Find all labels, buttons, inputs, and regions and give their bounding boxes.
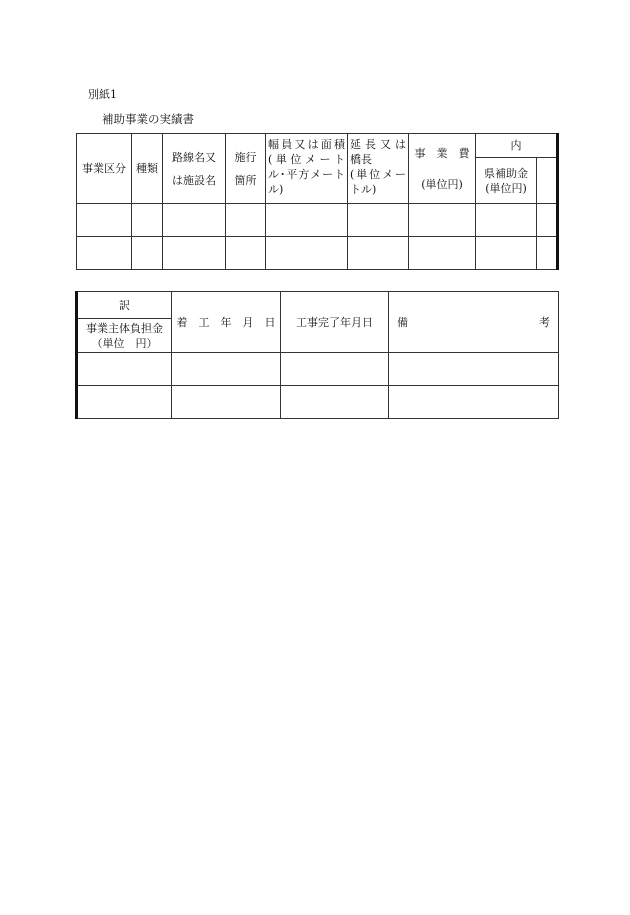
table-cell[interactable] bbox=[132, 237, 163, 270]
table-cell[interactable] bbox=[77, 237, 132, 270]
table-cell[interactable] bbox=[409, 204, 476, 237]
header-jigyohi bbox=[409, 134, 476, 204]
header-chakko: 着 工 年 月 日 bbox=[172, 292, 281, 353]
table-cell[interactable] bbox=[226, 204, 266, 237]
header-haba-line3: ル･平方メート bbox=[268, 168, 345, 181]
table-row bbox=[77, 353, 559, 386]
header-shutai-line1: 事業主体負担金 bbox=[86, 321, 163, 335]
table-cell[interactable] bbox=[409, 237, 476, 270]
header-encho-line4: トル) bbox=[350, 183, 377, 196]
header-biko bbox=[389, 292, 559, 353]
header-haba-line1: 幅員又は面積 bbox=[268, 138, 345, 151]
table-cell[interactable] bbox=[537, 237, 558, 270]
table-cell[interactable] bbox=[389, 386, 559, 419]
header-encho-line2: 橋長 bbox=[350, 153, 372, 166]
table-cell[interactable] bbox=[77, 204, 132, 237]
header-wake: 訳 bbox=[77, 292, 172, 319]
header-ken-hojokin bbox=[476, 158, 537, 204]
header-biko-right: 考 bbox=[539, 315, 550, 329]
header-ken-line2: (単位円) bbox=[485, 181, 527, 195]
table-cell[interactable] bbox=[537, 204, 558, 237]
table-cell[interactable] bbox=[132, 204, 163, 237]
table-row bbox=[77, 204, 558, 237]
annex-label: 別紙1 bbox=[88, 88, 117, 101]
table-cell[interactable] bbox=[77, 353, 172, 386]
header-seko-line1: 施行 bbox=[234, 150, 257, 164]
header-ken-line1: 県補助金 bbox=[484, 166, 528, 180]
header-jigyo-kubun: 事業区分 bbox=[77, 134, 132, 204]
header-jigyohi-line2: (単位円) bbox=[421, 177, 463, 191]
table-cell[interactable] bbox=[172, 353, 281, 386]
header-seko-line2: 箇所 bbox=[234, 173, 257, 187]
header-blank-cell bbox=[537, 158, 558, 204]
table-row bbox=[77, 237, 558, 270]
header-jigyohi-line1: 事 業 費 bbox=[414, 146, 470, 160]
results-table-lower bbox=[75, 291, 559, 419]
header-rosen-line2: は施設名 bbox=[172, 173, 216, 187]
table-cell[interactable] bbox=[266, 237, 348, 270]
table-cell[interactable] bbox=[163, 237, 226, 270]
table-cell[interactable] bbox=[348, 204, 409, 237]
header-rosen-line1: 路線名又 bbox=[172, 150, 216, 164]
header-rosen bbox=[163, 134, 226, 204]
table-cell[interactable] bbox=[281, 386, 389, 419]
header-haba bbox=[266, 134, 348, 204]
table-cell[interactable] bbox=[348, 237, 409, 270]
header-haba-line4: ル) bbox=[268, 183, 284, 196]
header-encho-line1: 延長又は bbox=[350, 138, 406, 151]
header-shutai-line2: （単位 円） bbox=[91, 336, 158, 350]
table-cell[interactable] bbox=[476, 237, 537, 270]
table-cell[interactable] bbox=[77, 386, 172, 419]
document-title: 補助事業の実績書 bbox=[102, 112, 194, 126]
table-row bbox=[77, 386, 559, 419]
table-cell[interactable] bbox=[281, 353, 389, 386]
header-seko bbox=[226, 134, 266, 204]
table-cell[interactable] bbox=[476, 204, 537, 237]
table-cell[interactable] bbox=[163, 204, 226, 237]
results-table-upper bbox=[76, 133, 559, 270]
header-haba-line2: (単位メート bbox=[268, 153, 345, 166]
header-shurui: 種類 bbox=[132, 134, 163, 204]
table-cell[interactable] bbox=[172, 386, 281, 419]
header-shutai-futankin bbox=[77, 319, 172, 353]
header-encho-line3: (単位メー bbox=[350, 168, 406, 181]
table-cell[interactable] bbox=[266, 204, 348, 237]
header-kanryo: 工事完了年月日 bbox=[281, 292, 389, 353]
header-uchi: 内 bbox=[476, 134, 558, 158]
header-biko-left: 備 bbox=[397, 315, 408, 329]
table-cell[interactable] bbox=[226, 237, 266, 270]
header-encho bbox=[348, 134, 409, 204]
table-cell[interactable] bbox=[389, 353, 559, 386]
